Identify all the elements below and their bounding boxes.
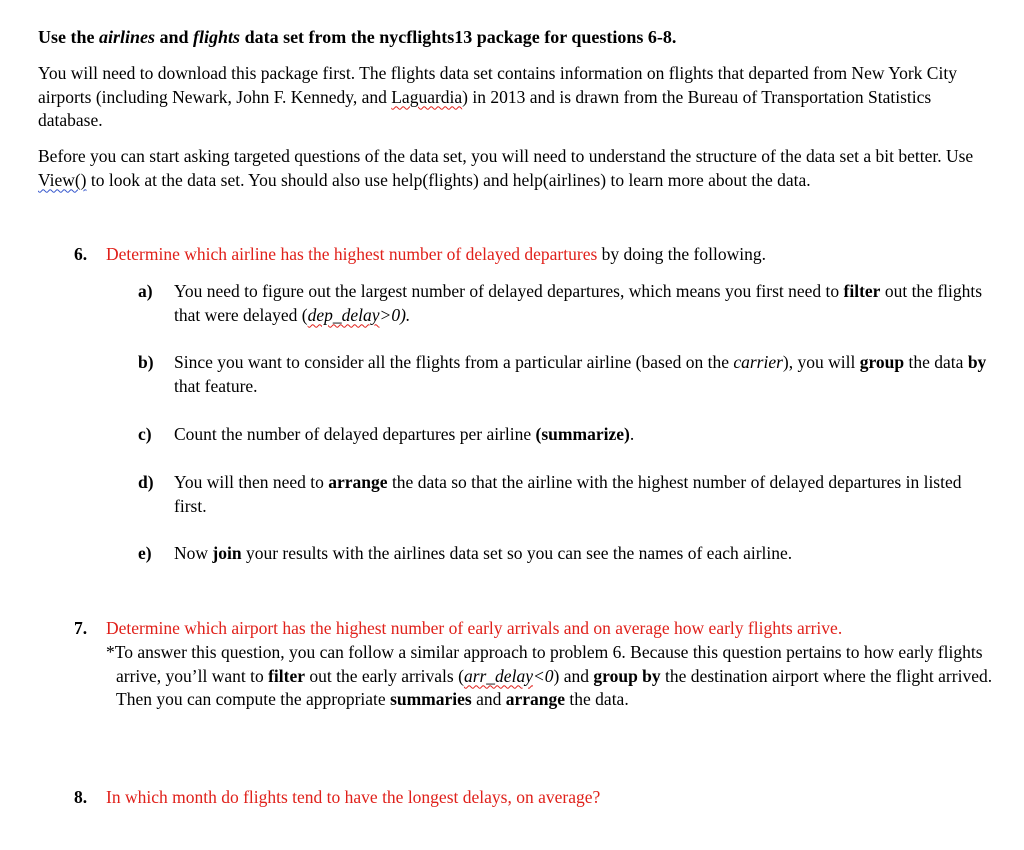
q7-code: arr_delay [463, 665, 533, 686]
q7-bold-summaries: summaries [390, 689, 472, 709]
q6c-text [174, 423, 1004, 447]
q6b-label: b) [138, 352, 154, 372]
q6a-t2: out the flights that were delayed ( [174, 281, 983, 325]
q6b-t2: ), you will [782, 352, 860, 372]
q7-body [106, 641, 1006, 712]
q6a-code2: >0). [379, 304, 411, 325]
q6e-t1: Now [174, 543, 213, 563]
q6c-t1: Count the number of delayed departures per airline [174, 424, 536, 444]
q6a-text [174, 280, 994, 327]
q6b-bold-group: group [859, 352, 905, 372]
q6b-bold-by: by [967, 352, 987, 372]
q7-t5: and [471, 689, 506, 709]
intro-paragraph-2 [38, 145, 998, 192]
q7-t2: out the early arrivals ( [305, 665, 464, 686]
intro-p1-text-a: You will need to download this package first. The flights data set contains information on flights that departed from New York City airports (including Newark, John F. Kennedy, and [38, 63, 957, 107]
q6e-bold-join: join [212, 543, 242, 563]
intro-p1-laguardia: Laguardia [391, 86, 463, 107]
intro-p1-text-b: ) in 2013 and is drawn from the Bureau of Transportation Statistics database. [38, 86, 932, 130]
q7-code2: <0 [532, 665, 554, 686]
q6d-t2: the data so that the airline with the highest number of delayed departures in listed first. [174, 472, 962, 516]
heading-flights: flights [193, 27, 241, 47]
q7-t1: *To answer this question, you can follow a similar approach to problem 6. Because this question pertains to how early flights arrive, you’ll want to [106, 642, 983, 686]
section-heading [38, 26, 676, 50]
q6b-t4: that feature. [174, 375, 258, 396]
q6d-t1: You will then need to [174, 472, 329, 492]
q6b-t1: Since you want to consider all the flights from a particular airline (based on the [174, 352, 734, 372]
heading-post: data set from the nycflights13 package for questions 6-8. [240, 27, 677, 47]
q7-prompt: Determine which airport has the highest number of early arrivals and on average how early flights arrive. [106, 618, 843, 638]
q6-rest: by doing the following. [597, 244, 766, 264]
q7-t4: the destination airport where the flight arrived. Then you can compute the appropriate [116, 665, 993, 709]
q6c-t2: . [629, 424, 635, 444]
q6a-t1: You need to figure out the largest number of delayed departures, which means you first need to [174, 281, 844, 301]
q7-t6: the data. [565, 689, 629, 709]
q7-bold-arrange: arrange [505, 689, 566, 709]
heading-airlines: airlines [99, 27, 156, 47]
q7-bold-filter: filter [268, 665, 306, 686]
q6-prompt [106, 243, 1006, 267]
intro-paragraph-1 [38, 62, 998, 133]
q6b-carrier: carrier [733, 352, 783, 372]
q8-prompt: In which month do flights tend to have the longest delays, on average? [106, 787, 601, 807]
intro-p2-text-a: Before you can start asking targeted questions of the data set, you will need to understand the structure of the data set a bit better. Use [38, 146, 974, 166]
q6b-text [174, 351, 999, 398]
q6e-label: e) [138, 543, 152, 563]
q7-number: 7. [74, 618, 88, 638]
q6d-bold-arrange: arrange [328, 472, 388, 492]
q8-number: 8. [74, 787, 88, 807]
q7-t3: ) and [553, 665, 594, 686]
intro-p2-view: View() [38, 169, 87, 190]
heading-text: Use the [38, 27, 99, 47]
q6a-code: dep_delay [307, 304, 380, 325]
q6b-t3: the data [904, 352, 968, 372]
heading-and: and [155, 27, 194, 47]
q6c-label: c) [138, 424, 152, 444]
intro-p2-text-b: to look at the data set. You should also use help(flights) and help(airlines) to learn more about the data. [86, 169, 811, 190]
q7-bold-group-by: group by [593, 665, 661, 686]
q6-number: 6. [74, 244, 88, 264]
q6d-label: d) [138, 472, 154, 492]
q6a-label: a) [138, 281, 153, 301]
q6e-text [174, 542, 1004, 566]
q6c-bold-summarize: (summarize) [535, 424, 630, 444]
q6-red-text: Determine which airline has the highest number of delayed departures [106, 244, 598, 264]
q6e-t2: your results with the airlines data set so you can see the names of each airline. [241, 543, 793, 563]
q6d-text [174, 471, 974, 518]
q6a-bold-filter: filter [843, 281, 881, 301]
